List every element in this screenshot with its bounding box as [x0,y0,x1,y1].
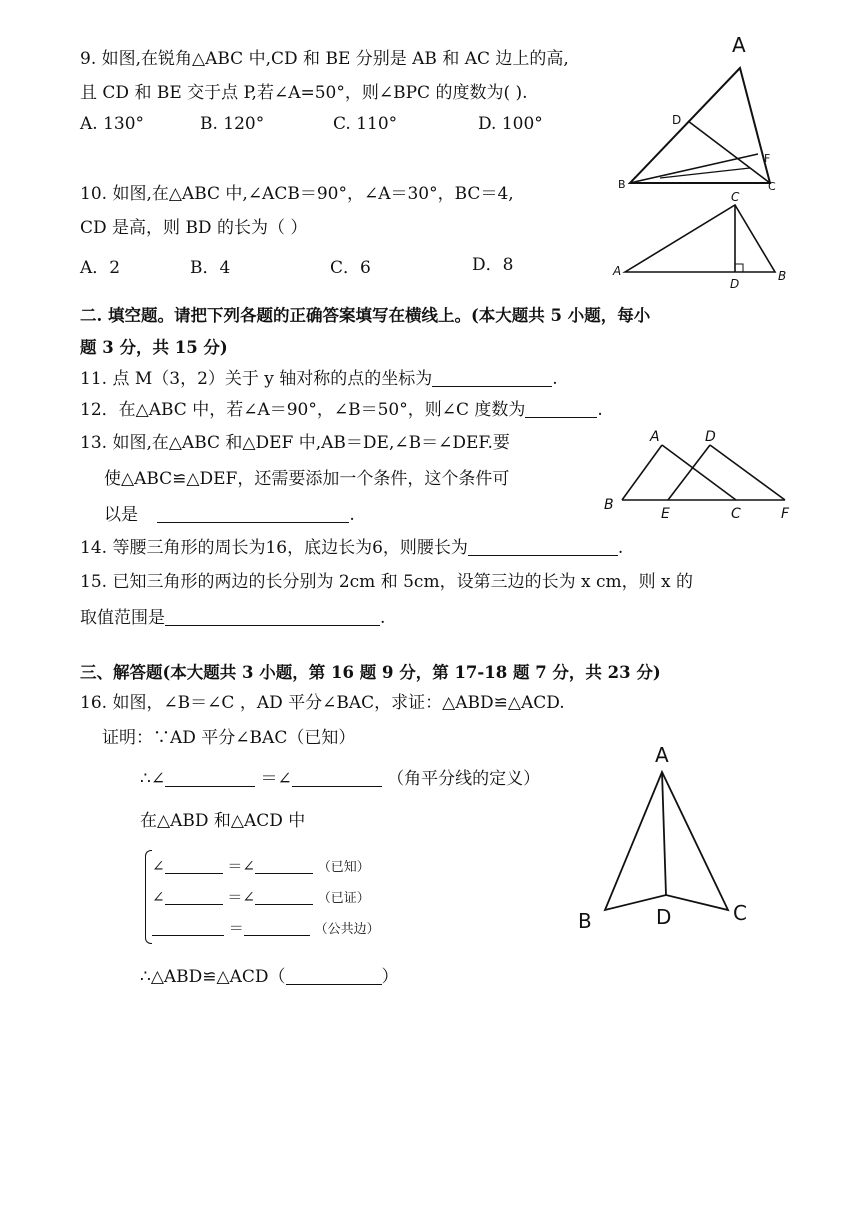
q14-row [80,537,623,559]
q16-figure [570,738,770,948]
q9-label-c: C [768,180,776,193]
q12-text: 12．在△ABC 中，若∠A＝90°，∠B＝50°，则∠C 度数为 [80,400,526,420]
q11-row [80,368,558,390]
q9-altitude-be [630,154,758,183]
q16-label-d: D [656,905,672,929]
q13-line3: 以是 [104,505,138,525]
q13-line2: 使△ABC≌△DEF，还需要添加一个条件，这个条件可 [104,469,510,489]
q16-row1 [152,855,370,879]
q14-answer-blank[interactable] [468,539,618,556]
q16-row2-equals: ＝∠ [227,888,255,906]
q9-label-b: B [618,178,626,191]
q16-conclusion-row [140,966,399,988]
q16-row1-blank-left[interactable] [165,860,223,874]
q13-label-e: E [661,506,670,522]
q16-row3-blank-left[interactable] [152,922,224,936]
q12-answer-blank[interactable] [525,401,597,418]
q16-conclusion-end: ） [381,967,399,987]
q16-segment-ad [662,772,666,895]
q16-blank-angle2[interactable] [292,770,382,787]
q10-option-b: B．4 [190,258,231,278]
q12-period: . [597,400,603,420]
q15-line2: 取值范围是 [80,608,165,628]
q16-conclusion-blank[interactable] [286,968,382,985]
q16-in-triangles: 在△ABD 和△ACD 中 [140,811,306,831]
q15-answer-blank[interactable] [165,609,380,626]
q13-label-c: C [731,506,741,522]
q16-label-a: A [655,743,669,767]
q13-segment-ac [662,445,736,500]
q11-answer-blank[interactable] [432,370,552,387]
q16-blank-angle1[interactable] [165,770,255,787]
q11-period: . [552,369,558,389]
q13-segment-ab [622,445,662,500]
q9-option-d: D. 100° [478,114,543,134]
q10-option-d: D．8 [472,255,514,275]
q10-triangle-abc [625,205,775,272]
q16-label-b: B [578,909,592,933]
q13-line1: 13. 如图,在△ABC 和△DEF 中,AB＝DE,∠B＝∠DEF.要 [80,433,510,453]
q16-row2-angle: ∠ [152,888,165,906]
q16-row2-reason: （已证） [317,891,370,906]
q16-row3-reason: （公共边） [314,922,380,937]
q14-period: . [617,538,624,558]
q16-proof-start: 证明：∵AD 平分∠BAC（已知） [102,728,356,748]
q16-therefore-row [140,768,540,790]
q9-label-d: D [672,113,682,127]
q14-text: 14. 等腰三角形的周长为16，底边长为6，则腰长为 [80,538,468,558]
q13-row3 [104,504,355,526]
q16-stem: 16. 如图，∠B＝∠C ，AD 平分∠BAC，求证：△ABD≌△ACD. [80,693,565,713]
q9-label-a: A [732,33,746,57]
q9-option-c: C. 110° [333,114,398,134]
q13-label-f: F [781,506,790,522]
q16-conclusion: ∴△ABD≌△ACD（ [140,967,286,987]
q13-label-b: B [604,497,614,513]
q9-line2: 且 CD 和 BE 交于点 P,若∠A=50°，则∠BPC 的度数为( ). [80,83,528,103]
q16-row1-equals: ＝∠ [227,857,255,875]
q10-line2: CD 是高，则 BD 的长为（ ） [80,218,308,238]
q13-segment-df [710,445,785,500]
q10-option-c: C．6 [330,258,371,278]
section2-heading-line2: 题 3 分，共 15 分) [80,338,228,357]
q10-line1: 10. 如图,在△ABC 中,∠ACB＝90°，∠A＝30°，BC＝4, [80,184,514,204]
q13-label-d: D [705,429,716,445]
q9-label-f: F [764,152,771,165]
q10-figure [605,190,805,300]
q16-therefore-equals: ＝∠ [260,769,292,789]
q13-answer-blank[interactable] [157,506,349,523]
q16-row2-blank-left[interactable] [165,891,223,905]
q10-label-c: C [731,190,740,204]
q16-row1-angle: ∠ [152,857,165,875]
q16-therefore-reason: （角平分线的定义） [387,769,541,789]
q15-period: . [380,608,386,628]
q16-row3 [152,917,380,941]
q16-row2-blank-right[interactable] [255,891,313,905]
q16-therefore-angle: ∴∠ [140,769,166,789]
q16-row3-blank-right[interactable] [244,922,310,936]
q9-triangle-abc [630,68,770,183]
q15-row2 [80,607,385,629]
q9-line1: 9. 如图,在锐角△ABC 中,CD 和 BE 分别是 AB 和 AC 边上的高, [80,49,569,69]
q15-line1: 15. 已知三角形的两边的长分别为 2cm 和 5cm，设第三边的长为 x cm，则 x 的 [80,572,693,592]
q13-figure [600,425,800,525]
q10-option-a: A．2 [80,258,121,278]
q16-row3-equals: ＝ [228,919,244,937]
q10-label-d: D [730,277,740,291]
q9-option-a: A. 130° [80,114,145,134]
q10-right-angle-mark [735,264,743,272]
q16-row1-reason: （已知） [317,860,370,875]
q12-row [80,399,603,421]
q10-label-a: A [613,264,622,278]
q9-figure [600,28,800,198]
q16-row2 [152,886,370,910]
q9-option-b: B. 120° [200,114,265,134]
q13-period: . [349,505,355,525]
q16-label-c: C [733,901,747,925]
q16-row1-blank-right[interactable] [255,860,313,874]
q13-label-a: A [650,429,660,445]
q11-text: 11. 点 M（3，2）关于 y 轴对称的点的坐标为 [80,369,433,389]
section2-heading-line1: 二. 填空题。请把下列各题的正确答案填写在横线上。(本大题共 5 小题，每小 [80,306,651,325]
section3-heading: 三、解答题(本大题共 3 小题，第 16 题 9 分，第 17-18 题 7 分，共 23 分) [80,663,661,682]
q16-system-brace [145,850,152,944]
q10-label-b: B [778,269,787,283]
